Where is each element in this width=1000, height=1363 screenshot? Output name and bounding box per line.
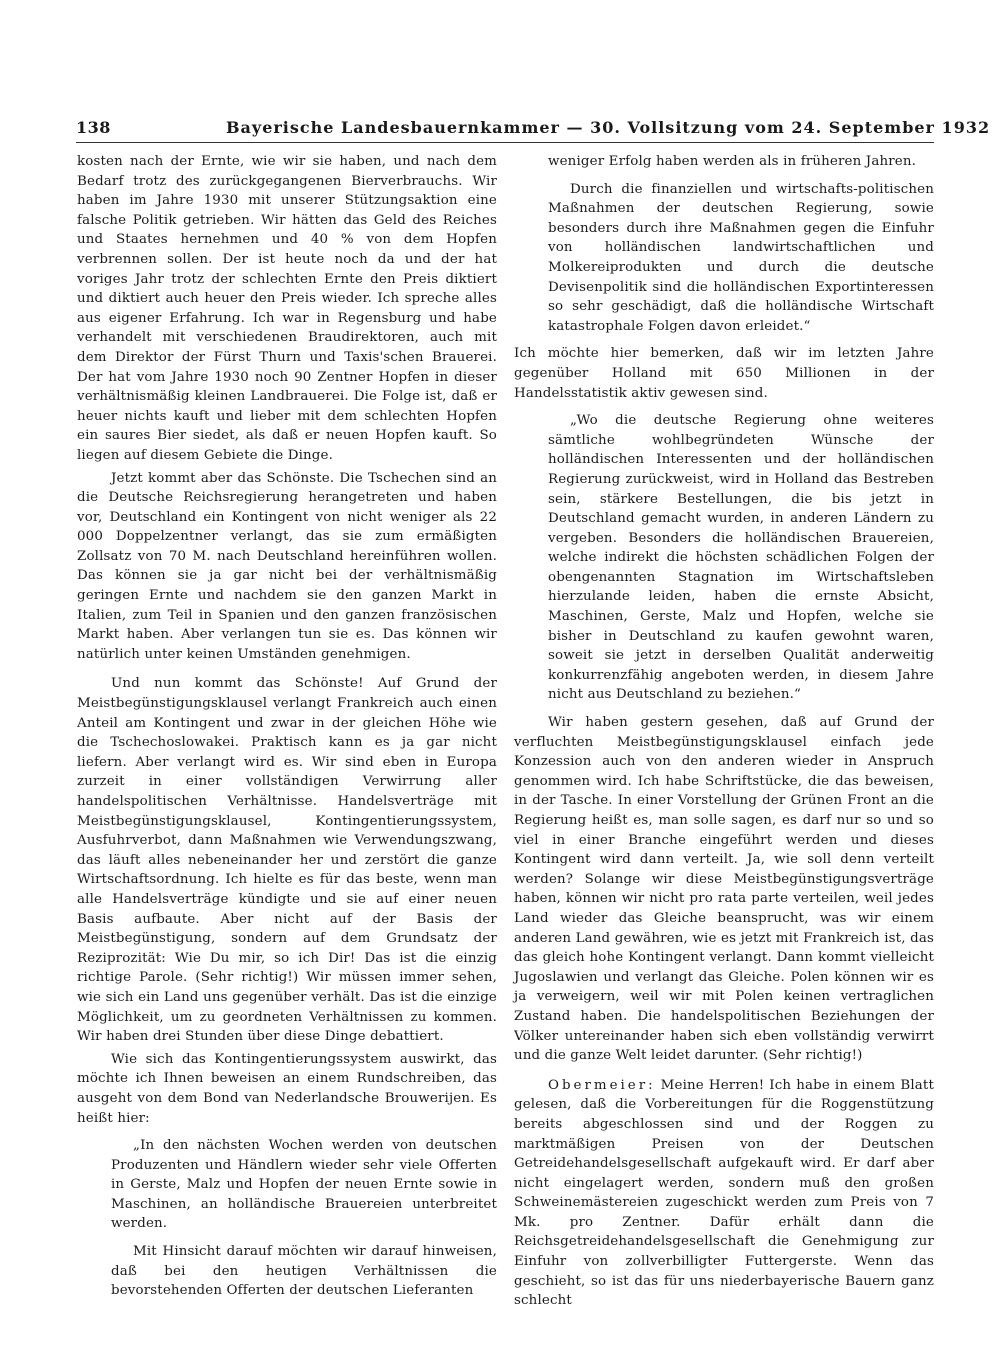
paragraph: Und nun kommt das Schönste! Auf Grund der Meistbegünstigungsklausel verlangt Frankreich auch einen Anteil am Kontingent und zwar in der gleichen Höhe wie die Tschechoslowakei. Praktisch kann es ja gar nicht liefern. Aber verlangt wird es. Wir sind eben in Europa zurzeit in einer vollständigen Verwirrung aller handelspolitischen Verhältnisse. Handelsverträge mit Meistbegünstigungsklausel, Kontingentierungssystem, Ausfuhrverbot, dann Maßnahmen wie Verwendungszwang, das läuft alles nebeneinander her und zerstört die ganze Wirtschaftsordnung. Ich hielte es für das beste, wenn man alle Handelsverträge kündigte und sie auf einer neuen Basis aufbaute. Aber nicht auf der Basis der Meistbegünstigung, sondern auf dem Grundsatz der Reziprozität: Wie Du mir, so ich Dir! Das ist die einzig richtige Parole. (Sehr richtig!) Wir müssen immer sehen, wie sich ein Land uns gegenüber verhält. Das ist die einzige Möglichkeit, um zu geordneten Verhältnissen zu kommen. Wir haben drei Stunden über diese Dinge debattiert. xyxy=(77,676,497,1045)
left-column xyxy=(77,152,497,1299)
quoted-paragraph: Mit Hinsicht darauf möchten wir darauf hinweisen, daß bei den heutigen Verhältnissen die bevorstehenden Offerten der deutschen Lieferanten xyxy=(111,1244,497,1299)
quoted-paragraph: „In den nächsten Wochen werden von deutschen Produzenten und Händlern wieder sehr viele Offerten in Gerste, Malz und Hopfen der neuen Ernte sowie in Maschinen, an holländische Brauereien unterbreitet werden. xyxy=(111,1138,497,1232)
speaker-paragraph xyxy=(514,1076,934,1311)
running-title: Bayerische Landesbauernkammer — 30. Vollsitzung vom 24. September 1932 xyxy=(226,118,991,137)
quoted-paragraph: weniger Erfolg haben werden als in früheren Jahren. xyxy=(548,154,917,169)
quoted-paragraph: „Wo die deutsche Regierung ohne weiteres sämtliche wohlbegründeten Wünsche der holländischen Interessenten und der holländischen Regierung zurückweist, wird in Holland das Bestreben sein, stärkere Bestellungen, die bis jetzt in Deutschland gemacht wurden, in anderen Ländern zu vergeben. Besonders die holländischen Brauereien, welche indirekt die höchsten schädlichen Folgen der obengenannten Stagnation im Wirtschaftsleben hierzulande leiden, haben die ernste Absicht, Maschinen, Gerste, Malz und Hopfen, welche sie bisher in Deutschland zu kaufen gewohnt waren, soweit sie jetzt in derselben Qualität anderweitig konkurrenzfähig angeboten werden, in diesem Jahre nicht aus Deutschland zu beziehen.“ xyxy=(548,413,934,703)
right-column xyxy=(514,152,934,1309)
paragraph: Wie sich das Kontingentierungssystem auswirkt, das möchte ich Ihnen beweisen an einem Rundschreiben, das ausgeht von dem Bond van Nederlandsche Brouwerijen. Es heißt hier: xyxy=(77,1051,497,1126)
paragraph: kosten nach der Ernte, wie wir sie haben, und nach dem Bedarf trotz des zurückgegangenen Bierverbrauchs. Wir haben im Jahre 1930 mit unserer Stützungsaktion eine falsche Politik getrieben. Wir hätten das Geld des Reiches und Staates hernehmen und 40 % von dem Hopfen verbrennen sollen. Der ist heute noch da und der hat voriges Jahr trotz der schlechten Ernte den Preis diktiert und diktiert auch heuer den Preis wieder. Ich spreche alles aus eigener Erfahrung. Ich war in Regensburg und habe verhandelt mit verschiedenen Braudirektoren, auch mit dem Direktor der Fürst Thurn und Taxis'schen Brauerei. Der hat vom Jahre 1930 noch 90 Zentner Hopfen in dieser verhältnismäßig kleinen Landbrauerei. Die Folge ist, daß er heuer nichts kauft und lieber mit dem schlechten Hopfen ein saures Bier siedet, als daß er neuen Hopfen kauft. So liegen auf diesem Gebiete die Dinge. xyxy=(77,154,497,463)
header-rule xyxy=(76,142,934,143)
paragraph: Jetzt kommt aber das Schönste. Die Tschechen sind an die Deutsche Reichsregierung herangetreten und haben vor, Deutschland ein Kontingent von nicht weniger als 22 000 Doppelzentner verlangt, das sie zum ermäßigten Zollsatz von 70 M. nach Deutschland hereinführen wollen. Das können sie ja gar nicht bei der verhältnismäßig geringen Ernte und nachdem sie den ganzen Markt in Italien, zum Teil in Spanien und den ganzen französischen Markt haben. Aber verlangen tun sie es. Das können wir natürlich unter keinen Umständen genehmigen. xyxy=(77,470,497,662)
quoted-paragraph: Durch die finanziellen und wirtschafts-politischen Maßnahmen der deutschen Regierung, sowie besonders durch ihre Maßnahmen gegen die Einfuhr von holländischen landwirtschaftlichen und Molkereiprodukten und durch die deutsche Devisenpolitik sind die holländischen Exportinteressen so sehr geschädigt, daß die holländische Wirtschaft katastrophale Folgen davon erleidet.“ xyxy=(548,181,934,334)
paragraph: Wir haben gestern gesehen, daß auf Grund der verfluchten Meistbegünstigungsklausel einfach jede Konzession auch von den anderen wieder in Anspruch genommen wird. Ich habe Schriftstücke, die das beweisen, in der Tasche. In einer Vorstellung der Grünen Front an die Regierung heißt es, man solle sagen, es darf nur so und so viel in einer Branche eingeführt werden und dieses Kontingent wird dann verteilt. Ja, wie soll denn verteilt werden? Solange wir diese Meistbegünstigungsverträge haben, können wir nicht pro rata parte verteilen, weil jedes Land wieder das Gleiche beansprucht, was wir einem anderen Land gewähren, wie es jetzt mit Frankreich ist, das das gleich hohe Kontingent verlangt. Dann kommt vielleicht Jugoslawien und verlangt das Gleiche. Polen können wir es ja verweigern, weil wir mit Polen keinen vertraglichen Zustand haben. Die handelspolitischen Beziehungen der Völker untereinander haben sich eben vollständig verwirrt und die ganze Welt leidet darunter. (Sehr richtig!) xyxy=(514,715,934,1064)
paragraph: Ich möchte hier bemerken, daß wir im letzten Jahre gegenüber Holland mit 650 Millionen in der Handelsstatistik aktiv gewesen sind. xyxy=(514,346,934,401)
page-header xyxy=(76,118,991,144)
page-number: 138 xyxy=(76,118,111,137)
speaker-name: Obermeier: xyxy=(548,1077,656,1093)
speech-text: Meine Herren! Ich habe in einem Blatt gelesen, daß die Vorbereitungen für die Roggenstützung bereits abgeschlossen sind und der Roggen zu marktmäßigen Preisen von der Deutschen Getreidehandelsgesellschaft aufgekauft wird. Er darf aber nicht eingelagert werden, sondern muß den großen Schweinemästereien zugeschickt werden zum Preis von 7 Mk. pro Zentner. Dafür erhält dann die Reichsgetreidehandelsgesellschaft die Genehmigung zur Einfuhr von zollverbilligter Futtergerste. Wenn das geschieht, so ist das für uns niederbayerische Bauern ganz schlecht xyxy=(514,1077,934,1309)
